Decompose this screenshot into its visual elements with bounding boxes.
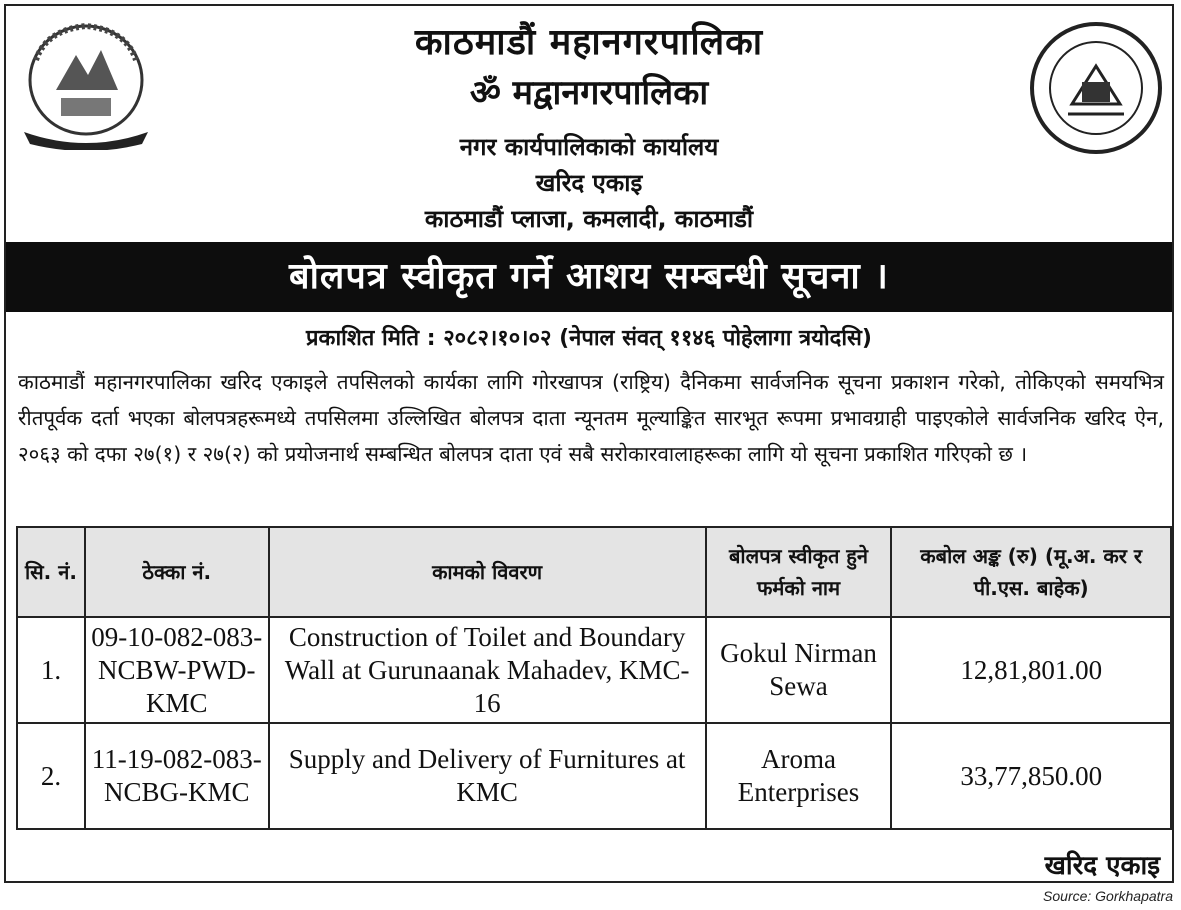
table-row bbox=[17, 723, 1171, 829]
header-amount: कबोल अङ्क (रु) (मू.अ. कर र पी.एस. बाहेक) bbox=[891, 527, 1171, 617]
office-name: नगर कार्यपालिकाको कार्यालय bbox=[459, 133, 719, 161]
table-header-row bbox=[17, 527, 1171, 617]
cell-firm: Gokul Nirman Sewa bbox=[706, 617, 892, 723]
cell-firm: Aroma Enterprises bbox=[706, 723, 892, 829]
cell-sn: 2. bbox=[17, 723, 85, 829]
table-row bbox=[17, 617, 1171, 723]
cell-contract-no: 11-19-082-083-NCBG-KMC bbox=[85, 723, 269, 829]
bid-table bbox=[16, 526, 1172, 830]
header-contract-no: ठेक्का नं. bbox=[85, 527, 269, 617]
publication-date: प्रकाशित मिति : २०८२।१०।०२ (नेपाल संवत् ११४६ पोहेलागा त्रयोदसि) bbox=[306, 326, 872, 351]
cell-amount: 33,77,850.00 bbox=[891, 723, 1171, 829]
header-firm: बोलपत्र स्वीकृत हुने फर्मको नाम bbox=[706, 527, 892, 617]
unit-name: खरिद एकाइ bbox=[535, 169, 643, 197]
municipality-title: काठमाडौं महानगरपालिका bbox=[414, 22, 764, 63]
header-sn: सि. नं. bbox=[17, 527, 85, 617]
office-address: काठमाडौं प्लाजा, कमलादी, काठमाडौं bbox=[424, 205, 754, 233]
notice-header bbox=[6, 6, 1172, 242]
issuer-signoff: खरिद एकाइ bbox=[1044, 851, 1160, 881]
cell-contract-no: 09-10-082-083-NCBW-PWD-KMC bbox=[85, 617, 269, 723]
notice-body: काठमाडौं महानगरपालिका खरिद एकाइले तपसिलको कार्यका लागि गोरखापत्र (राष्ट्रिय) दैनिकमा सार्वजनिक सूचना प्रकाशन गरेको, तोकिएको समयभित्र रीतपूर्वक दर्ता भएका बोलपत्रहरूमध्ये तपसिलमा उल्लिखित बोलपत्र दाता न्यूनतम मूल्याङ्कित सारभूत रूपमा प्रभावग्राही पाइएकोले सार्वजनिक खरिद ऐन, २०६३ को दफा २७(१) र २७(२) को प्रयोजनार्थ सम्बन्धित बोलपत्र दाता एवं सबै सरोकारवालाहरूका लागि यो सूचना प्रकाशित गरिएको छ । bbox=[18, 370, 1164, 466]
cell-amount: 12,81,801.00 bbox=[891, 617, 1171, 723]
cell-sn: 1. bbox=[17, 617, 85, 723]
header-description: कामको विवरण bbox=[269, 527, 706, 617]
source-credit: Source: Gorkhapatra bbox=[1043, 888, 1173, 904]
notice-title-banner: बोलपत्र स्वीकृत गर्ने आशय सम्बन्धी सूचना । bbox=[6, 242, 1172, 312]
cell-description: Construction of Toilet and Boundary Wall at Gurunaanak Mahadev, KMC-16 bbox=[269, 617, 706, 723]
municipality-title-newari: ॐ मद्वानगरपालिका bbox=[469, 73, 709, 113]
cell-description: Supply and Delivery of Furnitures at KMC bbox=[269, 723, 706, 829]
